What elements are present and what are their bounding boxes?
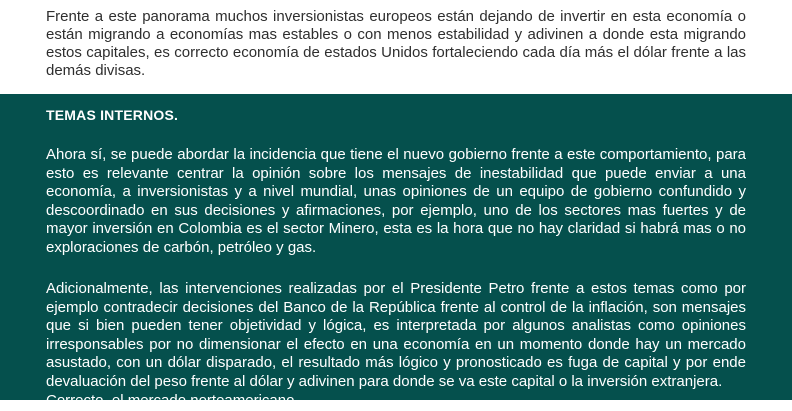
paragraph-new-government: Ahora sí, se puede abordar la incidencia que tiene el nuevo gobierno frente a este comportamiento, para esto es relevante centrar la opinión sobre los mensajes de inestabilidad que puede enviar a una economía, a inversionistas y a nivel mundial, unas opiniones de un equipo de gobierno confundido y descoordinado en sus decisiones y afirmaciones, por ejemplo, uno de los sectores mas fuertes y de mayor inversión en Colombia es el sector Minero, esta es la hora que no hay claridad si habrá mas o no exploraciones de carbón, petróleo y gas. — [46, 146, 746, 256]
internal-topics-section — [0, 94, 792, 409]
intro-section — [0, 0, 792, 94]
paragraph-cutoff-line: Correcto, el mercado norteamericano. — [46, 392, 299, 409]
paragraph-president-interventions: Adicionalmente, las intervenciones realizadas por el Presidente Petro frente a estos temas como por ejemplo contradecir decisiones del Banco de la República frente al control de la inflación, son mensajes que si bien pueden tener objetividad y lógica, es interpretada por algunos analistas como opiniones irresponsables por no dimensionar el efecto en una economía en un momento donde hay un mercado asustado, con un dólar disparado, el resultado más lógico y pronosticado es fuga de capital y por ende devaluación del peso frente al dólar y adivinen para donde se va este capital o la inversión extranjera. — [46, 280, 746, 390]
intro-paragraph: Frente a este panorama muchos inversionistas europeos están dejando de invertir en esta economía o están migrando a economías mas estables o con menos estabilidad y adivinen a donde esta migrando estos capitales, es correcto economía de estados Unidos fortaleciendo cada día más el dólar frente a las demás divisas. — [46, 8, 746, 79]
section-heading: TEMAS INTERNOS. — [46, 107, 179, 123]
